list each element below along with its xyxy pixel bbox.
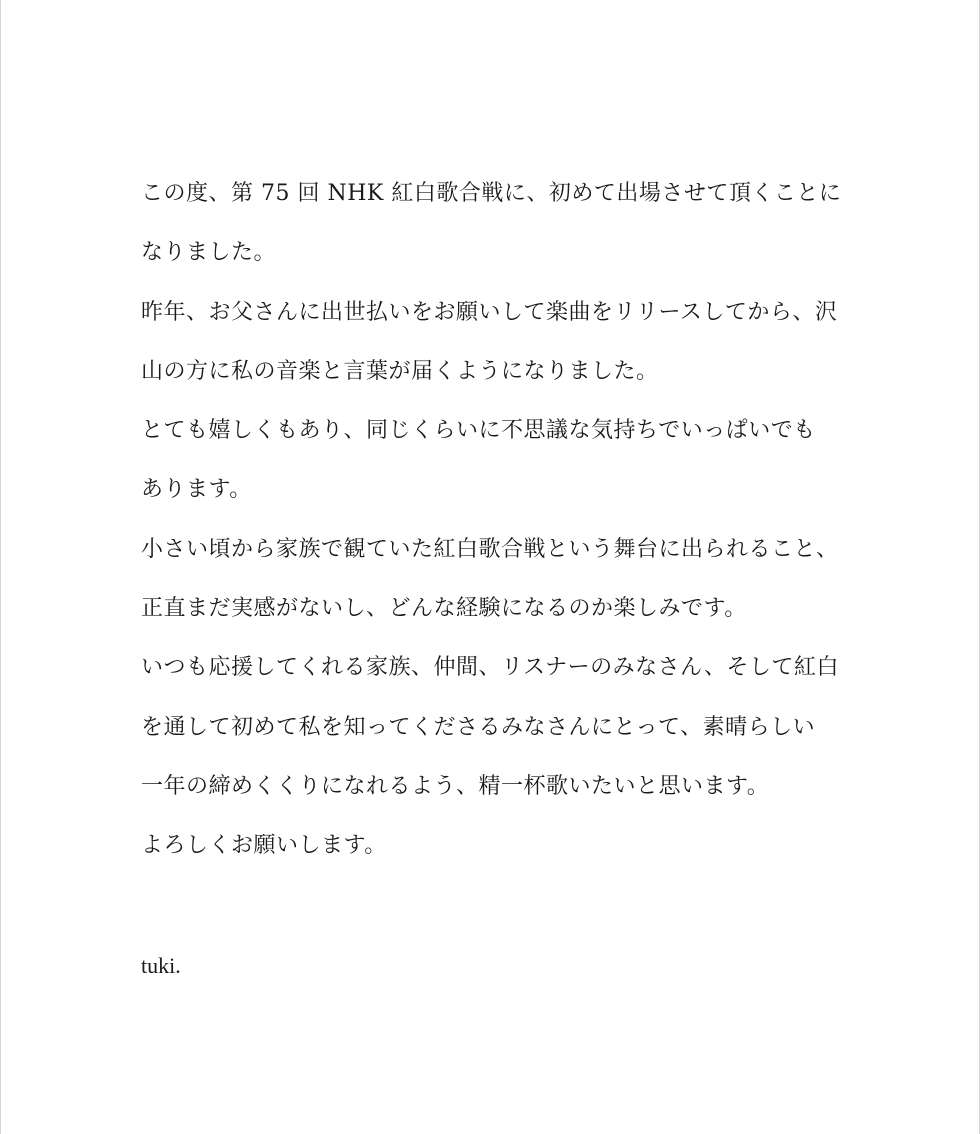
letter-line-8: 正直まだ実感がないし、どんな経験になるのか楽しみです。 — [141, 596, 747, 622]
letter-line-5: とても嬉しくもあり、同じくらいに不思議な気持ちでいっぱいでも — [141, 418, 816, 444]
letter-line-12: よろしくお願いします。 — [141, 833, 387, 859]
letter-line-2: なりました。 — [141, 240, 277, 266]
signature: tuki. — [141, 953, 181, 978]
letter-line-10: を通して初めて私を知ってくださるみなさんにとって、素晴らしい — [141, 714, 816, 740]
letter-line-6: あります。 — [141, 477, 252, 503]
letter-line-4: 山の方に私の音楽と言葉が届くようになりました。 — [141, 358, 659, 384]
letter-line-7: 小さい頃から家族で観ていた紅白歌合戦という舞台に出られること、 — [141, 536, 839, 562]
letter-line-9: いつも応援してくれる家族、仲間、リスナーのみなさん、そして紅白 — [141, 655, 839, 681]
letter-line-1: この度、第 75 回 NHK 紅白歌合戦に、初めて出場させて頂くことに — [141, 181, 842, 206]
letter-body — [141, 164, 881, 876]
letter-line-11: 一年の締めくくりになれるよう、精一杯歌いたいと思います。 — [141, 773, 770, 799]
letter-line-3: 昨年、お父さんに出世払いをお願いして楽曲をリリースしてから、沢 — [141, 299, 838, 325]
